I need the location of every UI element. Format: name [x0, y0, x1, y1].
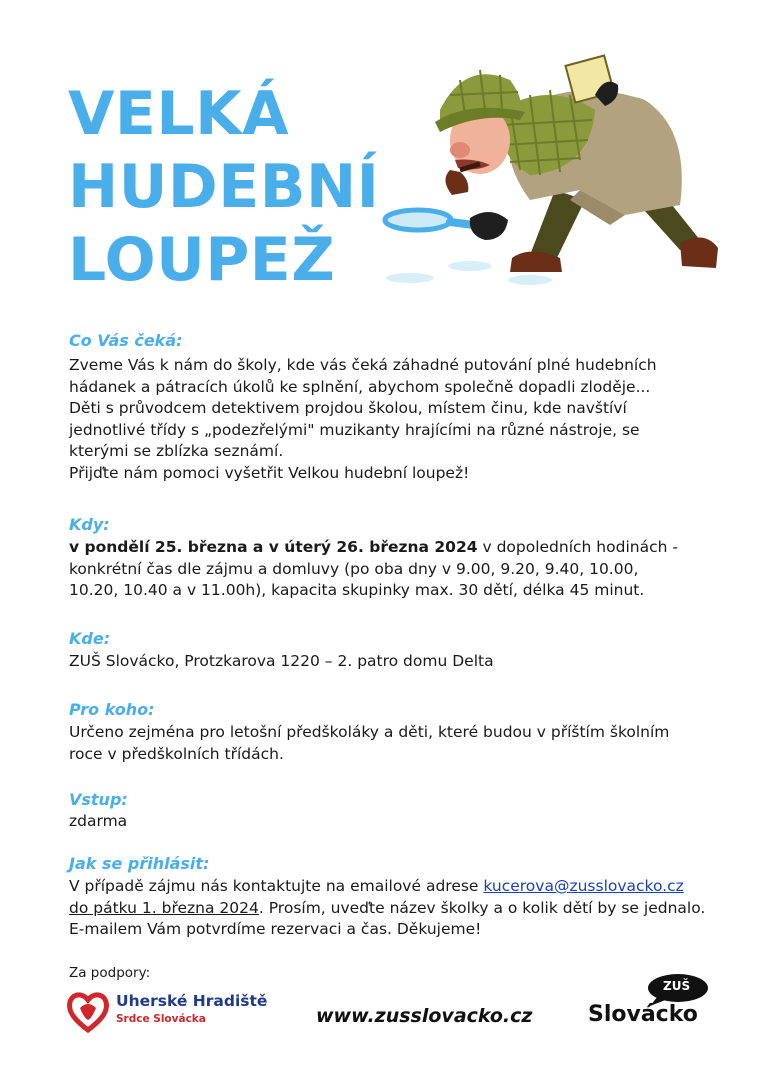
what-line-5: kterými se zblízka seznámí.	[69, 442, 284, 460]
what-line-4: jednotlivé třídy s „podezřelými" muzikanty hrajícími na různé nástroje, se	[69, 420, 640, 439]
what-line-2: hádanek a pátracích úkolů ke splnění, abychom společně dopadli zloděje...	[69, 377, 651, 396]
page-title	[68, 78, 380, 297]
heart-logo-icon	[66, 990, 110, 1034]
section-where-text: ZUŠ Slovácko, Protzkarova 1220 – 2. patro domu Delta	[69, 652, 494, 670]
when-line-3: 10.20, 10.40 a v 11.00h), kapacita skupinky max. 30 dětí, délka 45 minut.	[69, 581, 645, 599]
signup-deadline: do pátku 1. března 2024	[69, 898, 259, 917]
section-when-text	[69, 537, 729, 602]
website-url: www.zusslovacko.cz	[316, 1005, 533, 1027]
when-line-2: konkrétní čas dle zájmu a domluvy (po oba dny v 9.00, 9.20, 9.40, 10.00,	[69, 559, 639, 578]
what-line-3: Děti s průvodcem detektivem projdou školou, místem činu, kde navštíví	[69, 399, 627, 417]
section-heading-entry: Vstup:	[69, 790, 128, 809]
what-line-1: Zveme Vás k nám do školy, kde vás čeká záhadné putování plné hudebních	[69, 356, 657, 374]
title-line-2: HUDEBNÍ	[68, 152, 380, 222]
zus-bubble-text: ZUŠ	[663, 979, 691, 993]
signup-line-2-rest: . Prosím, uveďte název školky a o kolik dětí by se jednalo.	[258, 898, 706, 917]
email-link[interactable]: kucerova@zusslovacko.cz	[483, 877, 684, 895]
section-for-whom-text	[69, 722, 729, 765]
when-line-1	[69, 537, 729, 559]
section-signup-text	[69, 876, 729, 941]
uh-subtitle: Srdce Slovácka	[116, 1013, 206, 1025]
uh-name: Uherské Hradiště	[116, 992, 268, 1010]
for-whom-line-2: roce v předškolních třídách.	[69, 744, 284, 763]
section-heading-what: Co Vás čeká:	[69, 331, 183, 350]
signup-line-2	[69, 898, 729, 920]
uherske-hradiste-logo	[66, 990, 266, 1034]
section-heading-for-whom: Pro koho:	[69, 700, 155, 719]
title-line-1: VELKÁ	[68, 79, 290, 149]
signup-line-1	[69, 876, 729, 898]
zus-name: Slovácko	[588, 1002, 698, 1027]
section-heading-where: Kde:	[69, 629, 111, 648]
signup-line-3: E-mailem Vám potvrdíme rezervaci a čas. Děkujeme!	[69, 920, 482, 938]
section-heading-signup: Jak se přihlásit:	[69, 854, 210, 873]
when-dates: v pondělí 25. března a v úterý 26. března 2024	[69, 538, 478, 556]
signup-line-1-prefix: V případě zájmu nás kontaktujte na emailové adrese	[69, 877, 484, 895]
support-label: Za podpory:	[69, 965, 151, 981]
when-line-1-rest: v dopoledních hodinách -	[477, 538, 678, 556]
detective-illustration	[380, 40, 730, 300]
section-what-text	[69, 355, 729, 484]
what-line-6: Přijďte nám pomoci vyšetřit Velkou hudební loupež!	[69, 463, 470, 482]
for-whom-line-1: Určeno zejména pro letošní předškoláky a děti, které budou v příštím školním	[69, 723, 670, 741]
title-line-3: LOUPEŽ	[68, 225, 336, 295]
zus-slovacko-logo	[586, 972, 716, 1032]
section-heading-when: Kdy:	[69, 515, 110, 534]
section-entry-text: zdarma	[69, 812, 128, 830]
